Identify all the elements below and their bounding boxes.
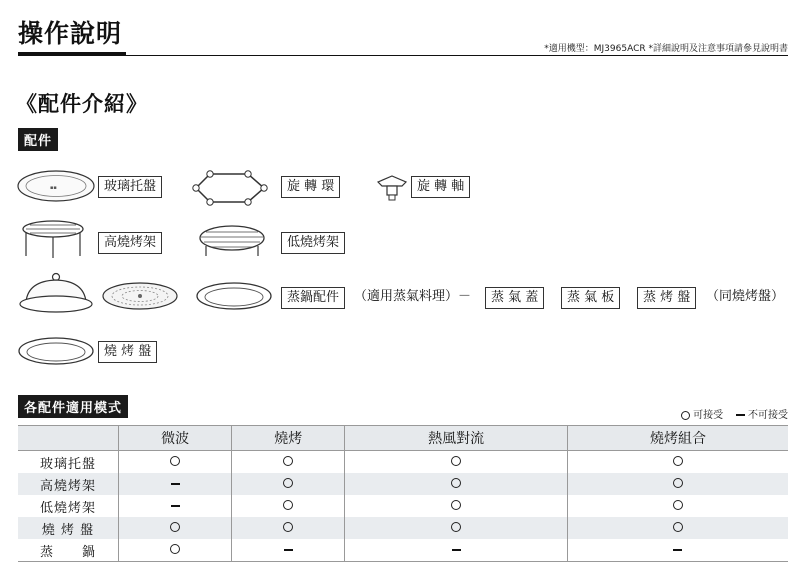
table-row [18, 517, 788, 539]
rotating-ring-icon [186, 166, 272, 208]
table-header: 微波 [119, 426, 232, 451]
table-header: 熱風對流 [345, 426, 568, 451]
row-label: 玻璃托盤 [39, 456, 96, 472]
not-acceptable-icon [736, 414, 745, 416]
acceptable-icon [673, 478, 683, 488]
steam-plate-icon [100, 280, 180, 312]
table-header: 燒烤組合 [567, 426, 788, 451]
page-title: 操作說明 [18, 19, 123, 48]
table-row [18, 473, 788, 495]
acceptable-icon [673, 500, 683, 510]
legend [681, 406, 788, 421]
steam-pan-note: （同燒烤盤） [706, 289, 785, 304]
table-cell [567, 495, 788, 517]
table-cell [232, 473, 345, 495]
table-cell [232, 451, 345, 474]
table-cell [345, 495, 568, 517]
acceptable-icon [451, 456, 461, 466]
accessories-tag: 配件 [18, 128, 58, 151]
table-row [18, 495, 788, 517]
table-header [18, 426, 119, 451]
steam-set-label: 蒸鍋配件 [281, 287, 345, 309]
legend-no-label: 不可接受 [748, 410, 788, 421]
table-cell [119, 473, 232, 495]
table-cell [119, 495, 232, 517]
high-rack-label: 高燒烤架 [98, 232, 162, 254]
glass-tray-icon [16, 168, 96, 204]
table-header: 燒烤 [232, 426, 345, 451]
table-cell [232, 495, 345, 517]
not-acceptable-icon [284, 549, 293, 551]
row-label: 高燒烤架 [18, 473, 119, 495]
acceptable-icon [283, 500, 293, 510]
header-divider [18, 55, 788, 56]
table-cell [345, 473, 568, 495]
acceptable-icon [673, 522, 683, 532]
table-cell [345, 451, 568, 474]
table-cell [567, 451, 788, 474]
section-title: 《配件介紹》 [16, 92, 148, 116]
table-header-row [18, 426, 788, 451]
not-acceptable-icon [673, 549, 682, 551]
acceptable-icon [283, 456, 293, 466]
acceptable-icon [283, 522, 293, 532]
table-cell [232, 517, 345, 539]
low-rack-icon [196, 220, 268, 260]
table-cell [567, 517, 788, 539]
high-rack-icon [18, 216, 88, 260]
table-cell [119, 539, 232, 562]
steam-lid-icon [18, 270, 98, 316]
table-cell [345, 539, 568, 562]
rotating-ring-label: 旋 轉 環 [281, 176, 340, 198]
acceptable-icon [170, 456, 180, 466]
table-row [18, 539, 788, 562]
acceptable-icon [170, 522, 180, 532]
rotating-shaft-icon [372, 170, 412, 202]
table-cell [345, 517, 568, 539]
modes-table [18, 425, 788, 562]
table-row [18, 451, 788, 474]
steam-lid-label: 蒸 氣 蓋 [485, 287, 544, 309]
svg-text:▪▪: ▪▪ [50, 185, 57, 191]
table-cell [567, 473, 788, 495]
model-note: *適用機型：MJ3965ACR *詳細說明及注意事項請參見說明書 [544, 44, 788, 54]
not-acceptable-icon [452, 549, 461, 551]
acceptable-icon [283, 478, 293, 488]
modes-tag: 各配件適用模式 [18, 395, 128, 418]
rotating-shaft-label: 旋 轉 軸 [411, 176, 470, 198]
row-label: 燒 烤 盤 [18, 517, 119, 539]
not-acceptable-icon [171, 483, 180, 485]
not-acceptable-icon [171, 505, 180, 507]
grill-pan-label: 燒 烤 盤 [98, 341, 157, 363]
acceptable-icon [451, 522, 461, 532]
steam-pan-icon [194, 280, 274, 314]
grill-pan-icon [16, 334, 96, 368]
steam-pan-label: 蒸 烤 盤 [637, 287, 696, 309]
table-cell [567, 539, 788, 562]
low-rack-label: 低燒烤架 [281, 232, 345, 254]
row-label: 蒸 鍋 [18, 539, 119, 562]
acceptable-icon [673, 456, 683, 466]
legend-ok-label: 可接受 [693, 410, 724, 421]
steam-note: （適用蒸氣料理）－ [354, 289, 472, 304]
glass-tray-label: 玻璃托盤 [98, 176, 162, 198]
row-label: 低燒烤架 [39, 500, 96, 516]
table-cell [119, 517, 232, 539]
acceptable-icon [681, 411, 690, 420]
acceptable-icon [451, 478, 461, 488]
steam-plate-label: 蒸 氣 板 [561, 287, 620, 309]
acceptable-icon [170, 544, 180, 554]
table-cell [119, 451, 232, 474]
acceptable-icon [451, 500, 461, 510]
table-cell [232, 539, 345, 562]
